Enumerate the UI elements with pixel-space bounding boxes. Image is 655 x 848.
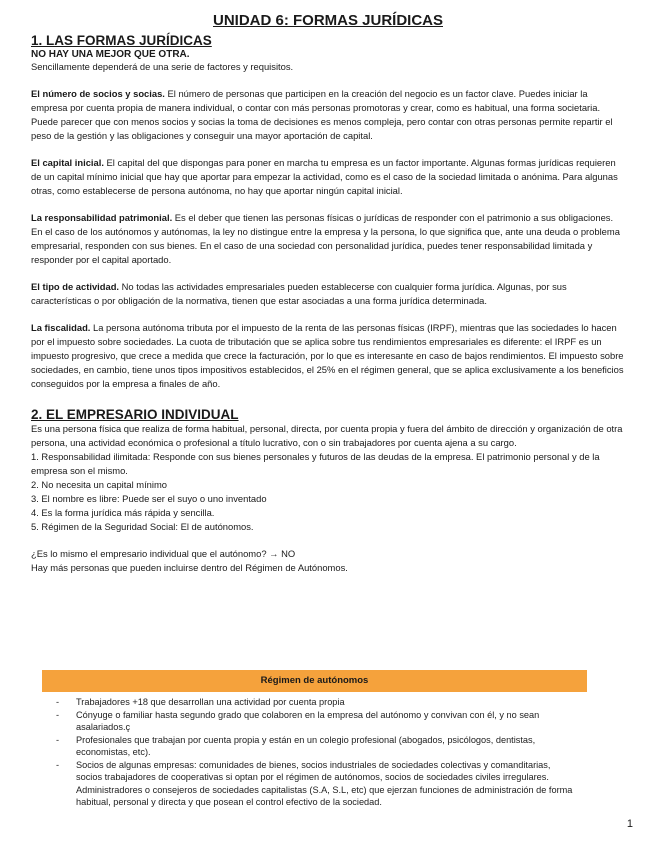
factor-paragraph	[31, 321, 625, 391]
factor-term: El capital inicial.	[31, 157, 104, 168]
row-text: Cónyuge o familiar hasta segundo grado que colaboren en la empresa del autónomo y convivan con él, y no sean asalariados.ç	[76, 709, 540, 732]
list-item: 2. No necesita un capital mínimo	[31, 479, 168, 490]
row-dash	[56, 784, 76, 809]
table-header: Régimen de autónomos	[42, 670, 587, 692]
factor-paragraph	[31, 211, 625, 267]
question-text: ¿Es lo mismo el empresario individual que el autónomo? → NO	[31, 548, 296, 559]
list-item: 5. Régimen de la Seguridad Social: El de autónomos.	[31, 521, 254, 532]
section1-intro: Sencillamente dependerá de una serie de factores y requisitos.	[31, 61, 294, 72]
factor-text: Es el deber que tienen las personas físicas o jurídicas de responder con el patrimonio a sus obligaciones. En el caso de los autónomos y autónomas, la ley no distingue entre la empresa y la persona, lo que significa que, ante una deuda o problema empresarial, responden con sus bienes. En el caso de una sociedad con personalidad jurídica, puedes tener responsabilidad limitada y responder por el capital aportado.	[31, 212, 620, 265]
row-dash: -	[56, 697, 60, 707]
table-body	[42, 692, 587, 809]
section1-lead: NO HAY UNA MEJOR QUE OTRA.	[31, 49, 190, 60]
row-dash: -	[56, 734, 60, 745]
table-row	[56, 759, 579, 784]
factor-term: La responsabilidad patrimonial.	[31, 212, 173, 223]
row-text: Administradores o consejeros de sociedades capitalistas (S.A, S.L, etc) que ejerzan funciones de administración de forma habitual, personal y directa y que posean el control efectivo de la sociedad.	[76, 784, 573, 807]
section1-heading: 1. LAS FORMAS JURÍDICAS	[31, 33, 212, 48]
factor-text: La persona autónoma tributa por el impuesto de la renta de las personas físicas (IRPF), mientras que las sociedades lo hacen por el impuesto sobre sociedades. La cuota de tributación que se aplica sobre tus rendimientos empresariales es diferente: el IRPF es un impuesto progresivo, que crece a medida que crece la facturación, por lo que es interesante en caso de bajos rendimientos. El impuesto sobre sociedades, en cambio, tiene unos tipos impositivos establecidos, el 25% en el régimen general, que se aplica exclusivamente a los beneficios conseguidos por la empresa a finales de año.	[31, 322, 624, 389]
row-dash: -	[56, 759, 60, 770]
factor-paragraph	[31, 280, 625, 308]
table-row	[56, 734, 579, 759]
document-page	[31, 12, 625, 575]
factor-text: No todas las actividades empresariales pueden establecerse con cualquier forma jurídica. Algunas, por sus características o por obligación de la normativa, tienen que estar asociadas a una forma jurídica determinada.	[31, 281, 567, 306]
table-row	[56, 784, 579, 809]
section2-definition: Es una persona física que realiza de forma habitual, personal, directa, por cuenta propia y fuera del ámbito de dirección y organización de otra persona, una actividad económica o profesional a título lucrativo, con o sin trabajadores por cuenta ajena a su cargo.	[31, 423, 623, 448]
table-row	[56, 709, 579, 734]
factor-paragraph	[31, 87, 625, 143]
section2-heading: 2. EL EMPRESARIO INDIVIDUAL	[31, 407, 239, 422]
list-item: 1. Responsabilidad ilimitada: Responde con sus bienes personales y futuros de las deudas de la empresa. El patrimonio personal y de la empresa son el mismo.	[31, 451, 600, 476]
note-text: Hay más personas que pueden incluirse dentro del Régimen de Autónomos.	[31, 562, 348, 573]
table-row	[56, 696, 579, 709]
factor-text: El capital del que dispongas para poner en marcha tu empresa es un factor importante. Algunas formas jurídicas requieren de un capital mínimo inicial que hay que aportar para empezar la actividad, como es el caso de la sociedad limitada o anónima. Para algunas otras, como establecerse de persona autónoma, no hay que aportar ningún capital inicial.	[31, 157, 618, 196]
regimen-table	[42, 670, 587, 831]
factor-text: El número de personas que participen en la creación del negocio es un factor clave. Puedes iniciar la empresa por cuenta propia de manera individual, o contar con más personas promotoras y crear, como es habitual, una forma societaria. Puede parecer que con menos socios y socias la toma de decisiones es menos compleja, pero contar con otras personas permite repartir el peso de la gestión y las obligaciones y conseguir una mayor aportación de capital.	[31, 88, 613, 141]
factor-term: El tipo de actividad.	[31, 281, 120, 292]
row-text: Profesionales que trabajan por cuenta propia y están en un colegio profesional (abogados, psicólogos, dentistas, economistas, etc).	[76, 734, 536, 757]
page-title: UNIDAD 6: FORMAS JURÍDICAS	[212, 12, 443, 29]
factor-term: El número de socios y socias.	[31, 88, 165, 99]
page-number: 1	[626, 818, 633, 830]
row-text: Socios de algunas empresas: comunidades de bienes, socios industriales de sociedades colectivas y comanditarias, socios trabajadores de cooperativas si optan por el régimen de autónomos, socios de sociedades civiles irregulares.	[76, 759, 551, 782]
row-dash: -	[56, 709, 60, 720]
factor-paragraph	[31, 156, 625, 198]
row-text: Trabajadores +18 que desarrollan una actividad por cuenta propia	[76, 697, 345, 707]
factor-term: La fiscalidad.	[31, 322, 91, 333]
list-item: 3. El nombre es libre: Puede ser el suyo o uno inventado	[31, 493, 267, 504]
list-item: 4. Es la forma jurídica más rápida y sencilla.	[31, 507, 215, 518]
